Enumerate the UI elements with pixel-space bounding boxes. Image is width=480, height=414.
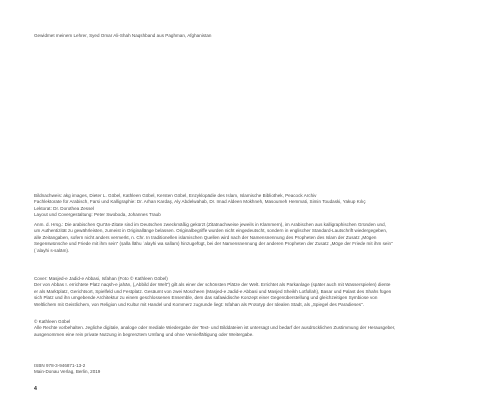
cover-caption [34, 276, 452, 308]
copyright-notice [34, 319, 452, 338]
cover-line: Weltlichem mit Geistlichem, von Religion und Kultur mit Handel und Kommerz zugrunde liegt: Isfahan als Prototyp der Idealen Stadt, als „Spiegel des Paradieses". [34, 301, 364, 307]
publication-info [34, 363, 452, 376]
dedication [34, 33, 452, 39]
isbn-line: ISBN 978-3-946871-13-2 [34, 363, 86, 368]
notes-line: (ʿalayhi s-salām). [34, 247, 70, 253]
cover-line: sich Platz und ihn umgebende Architektur zu einem geschlossenen Ensemble, dem das safawidische Konzept einer Gegenüberstellung und gleichzeitigen Symbiose von [34, 295, 378, 301]
publisher-line: Main-Donau Verlag, Berlin, 2019 [34, 369, 101, 375]
credits-line: Layout und Covergestaltung: Peter Swoboda, Johannes Traub [34, 212, 161, 218]
credits-block [34, 193, 452, 219]
credits-line: Lektorat: Dr. Dorothea Zessel [34, 205, 94, 211]
dedication-text: Gewidmet meinem Lehrer, Syed Omar Ali-Shah Naqshband aus Paghman, Afghanistan [34, 33, 212, 38]
cover-line: Der von Abbas I. errichtete Platz naqsh-e jahān, („Abbild der Welt") gilt als einer der schönsten Plätze der Welt. Errichtet als Parkanlage (später auch mit Wasserspielen) diente [34, 282, 391, 288]
notes-line: Segenswünsche und Friede mit ihm sein" (ṣalla llāhu ʿalayhi wa sallam) hinzugefügt, bei der Namensnennung der anderen Propheten der Zusatz „Möge der Friede mit ihm sein" [34, 241, 393, 247]
credits-line: Bildnachweis: akg images, Dieter L. Göbel, Kathleen Göbel, Kersten Göbel, Enzyklopädie des Islam, Islamische Bibliothek, Peacock Archiv [34, 193, 317, 198]
copyright-line: © Kathleen Göbel [34, 319, 71, 324]
cover-line: Cover: Masjed-e Jadid-e Abbasi, Isfahan (Foto © Kathleen Göbel) [34, 276, 168, 281]
page-number: 4 [34, 386, 37, 392]
notes-line: um Authentizität zu gewährleisten, zumeist in Originallänge belassen. Originalbegriffe wurden nicht eingedeutscht, sondern in englischer Standard-Lautschrift wiedergegeben, [34, 228, 388, 234]
editor-notes [34, 222, 452, 254]
copyright-line: ausgenommen eine rein private Nutzung in begrenztem Umfang und ohne Vervielfältigung oder Weitergabe. [34, 331, 254, 337]
cover-line: er als Marktplatz, Gerichtsort, Spielfeld und Festplatz. Gesäumt von zwei Moscheen (Masjed-e Jadid-e Abbasi und Masjed Sheikh Lotfollah), Basar und Palast des Shahs fügen [34, 288, 392, 294]
copyright-line: Alle Rechte vorbehalten. Jegliche digitale, analoge oder mediale Wiedergabe der Text- und Bilddateien ist untersagt und bedarf der ausdrücklichen Zustimmung der Herausgeber, [34, 325, 396, 331]
notes-line: Anm. d. Hrsg.: Die arabischen Qur'ān-Zitate sind im Deutschen zweckmäßig gekürzt (Zitatnachweise jeweils in Klammern), im Arabischen aus kalligraphischen Gründen und, [34, 222, 386, 227]
credits-line: Fachlektorate für Arabisch, Farsi und Kalligraphie: Dr. Arhan Kardaş, Aly Abdelwahab, Dr. Imad Aldeen Mokhneh, Masoumeh Hemmati, Simin Toudaski, Yakup Kılıç [34, 199, 366, 205]
notes-line: alle Zeitangaben, sofern nicht anders vermerkt, n. Chr. In traditionellen islamischen Quellen wird nach der Namensnennung des Propheten des Islam der Zusatz „Mögen [34, 234, 377, 240]
